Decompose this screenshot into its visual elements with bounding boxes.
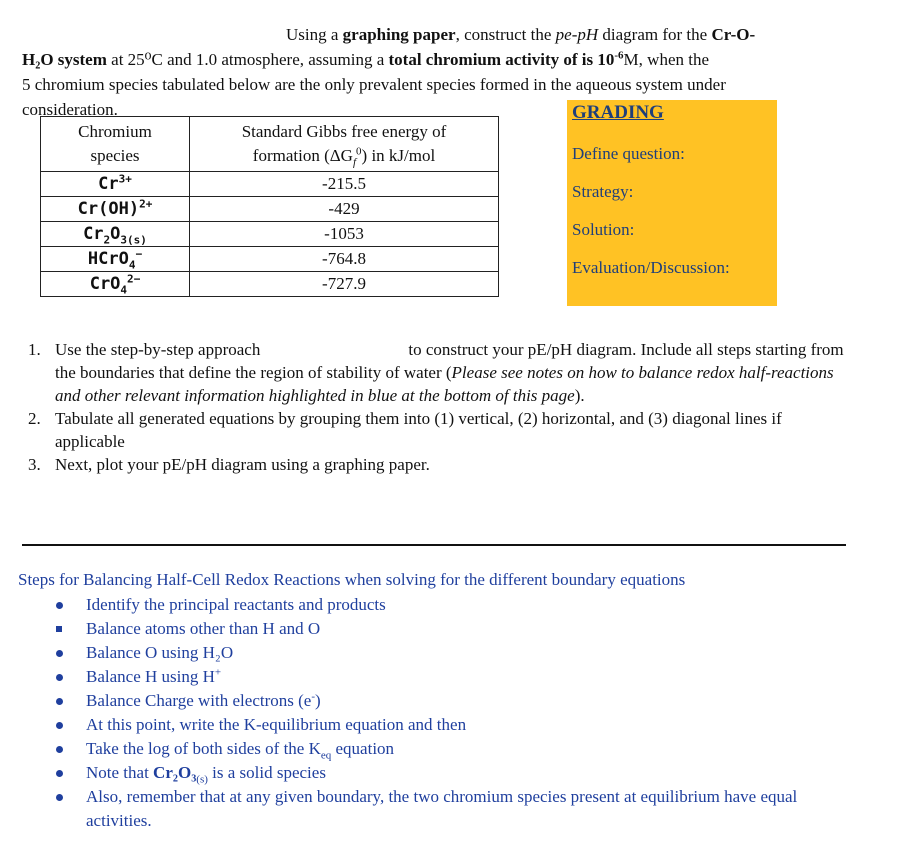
grading-title: GRADING <box>572 102 664 123</box>
list-item <box>52 665 852 689</box>
species-sub: 4 <box>120 283 128 297</box>
bullet-icon <box>56 722 63 729</box>
item-number: 3. <box>28 455 41 474</box>
table-row <box>41 222 499 247</box>
header-gibbs <box>190 117 499 172</box>
species-base: CrO <box>89 274 121 294</box>
bullet-icon <box>56 650 63 657</box>
gibbs-value: -764.8 <box>190 247 499 272</box>
header-text: Standard Gibbs free energy of <box>241 122 447 141</box>
list-text: At this point, write the K-equilibrium equation and then <box>86 715 467 734</box>
species-cell <box>41 172 190 197</box>
intro-bold: H₂O system <box>22 50 107 69</box>
species-base: Cr(OH) <box>77 199 140 219</box>
list-item <box>52 617 852 641</box>
intro-bold: Cr-O- <box>711 25 756 44</box>
list-item <box>52 713 852 737</box>
species-base: HCrO <box>87 249 129 269</box>
list-item <box>52 761 852 785</box>
species-base: Cr <box>98 174 119 194</box>
balancing-title: Steps for Balancing Half-Cell Redox Reactions when solving for the different boundary equations <box>18 570 686 589</box>
intro-line <box>22 22 846 47</box>
species-cell <box>41 222 190 247</box>
intro-text: diagram for the <box>598 25 712 44</box>
bullet-icon <box>56 698 63 705</box>
header-species <box>41 117 190 172</box>
instruction-text: starting from the boundaries that define the region of stability of water ( <box>55 340 844 382</box>
list-item <box>52 593 852 617</box>
table-header-row <box>41 117 499 172</box>
item-number: 1. <box>28 340 41 359</box>
grading-solution: Solution: <box>572 220 635 239</box>
list-text: Balance O using H₂O <box>86 643 234 662</box>
intro-bold <box>389 50 624 69</box>
list-item <box>52 641 852 665</box>
species-cell <box>41 272 190 297</box>
item-number: 2. <box>28 409 41 428</box>
bullet-icon <box>56 674 63 681</box>
table-row <box>41 247 499 272</box>
instruction-item <box>22 338 846 407</box>
intro-text: , when the <box>638 50 710 69</box>
grading-define: Define question: <box>572 144 685 163</box>
square-bullet-icon <box>56 626 62 632</box>
list-text: Balance Charge with electrons (e <box>86 691 312 710</box>
instruction-text: Next, plot your pE/pH diagram using a graphing paper. <box>55 455 430 474</box>
activity-text: total chromium activity of is 10 <box>388 50 615 69</box>
list-bold: Cr₂O₃ <box>153 763 197 782</box>
intro-line: consideration. <box>22 100 118 119</box>
instruction-text: to construct your pE/pH diagram. Include all steps <box>408 340 752 359</box>
instruction-italic: Please see notes on how to balance redox half-reactions and other relevant information highlighted in blue at the bottom of this page <box>55 363 834 405</box>
species-charge: 3+ <box>118 172 132 186</box>
intro-line: 5 chromium species tabulated below are the only prevalent species formed in the aqueous system under <box>22 75 726 94</box>
instruction-item <box>22 453 846 476</box>
instruction-text: Use the step-by-step approach <box>55 340 261 359</box>
species-charge: 2− <box>127 272 141 286</box>
bullet-icon <box>56 746 63 753</box>
list-item <box>52 689 852 713</box>
list-text: Note that <box>86 763 154 782</box>
gibbs-value: -727.9 <box>190 272 499 297</box>
intro-italic: pe-pH <box>555 25 599 44</box>
species-charge: 2+ <box>139 197 153 211</box>
intro-line <box>22 47 846 72</box>
species-sub: 3(s) <box>120 233 147 247</box>
bullet-icon <box>56 770 63 777</box>
bullet-icon <box>56 794 63 801</box>
species-cell <box>41 197 190 222</box>
list-text: ) <box>315 691 321 710</box>
table-row <box>41 272 499 297</box>
balancing-list <box>52 593 852 833</box>
instruction-text: ). <box>574 386 585 405</box>
intro-text: Using a <box>286 25 343 44</box>
species-table <box>40 116 499 297</box>
table-row <box>41 172 499 197</box>
table-row <box>41 197 499 222</box>
species-sub: 4 <box>128 258 136 272</box>
intro-text: , construct the <box>455 25 556 44</box>
header-sup: 0 <box>356 145 362 158</box>
grading-box <box>567 100 777 306</box>
species-sub: 2 <box>103 233 111 247</box>
header-text: species <box>90 146 140 165</box>
divider <box>22 544 846 546</box>
bullet-icon <box>56 602 63 609</box>
list-item <box>52 785 852 833</box>
list-text: is a solid species <box>207 763 326 782</box>
list-sub: eq <box>320 749 332 762</box>
list-text: Also, remember that at any given boundary, the two chromium species present at equilibrium have equal activities. <box>86 787 798 830</box>
header-text: Chromium <box>78 122 152 141</box>
species-cell <box>41 247 190 272</box>
list-item <box>52 737 852 761</box>
header-text: ) in kJ/mol <box>361 146 436 165</box>
intro-text: M <box>623 50 639 69</box>
gibbs-value: -1053 <box>190 222 499 247</box>
grading-strategy: Strategy: <box>572 182 634 201</box>
intro-text: at 25⁰C and 1.0 atmosphere, assuming a <box>106 50 389 69</box>
species-base: O <box>110 224 121 244</box>
species-base: Cr <box>83 224 104 244</box>
activity-exponent: -6 <box>614 49 624 62</box>
list-text: Balance H using H <box>86 667 215 686</box>
header-text: formation (ΔG <box>252 146 353 165</box>
header-sub: f <box>352 156 357 169</box>
list-text: Take the log of both sides of the K <box>86 739 321 758</box>
instruction-text: Tabulate all generated equations by grouping them into (1) vertical, (2) horizontal, and (3) diagonal lines if applicable <box>55 409 782 451</box>
gibbs-value: -429 <box>190 197 499 222</box>
instruction-list <box>22 338 846 476</box>
list-text: Balance atoms other than H and O <box>86 619 321 638</box>
list-text: equation <box>331 739 395 758</box>
species-charge: − <box>135 247 143 261</box>
list-sup: + <box>214 666 222 679</box>
list-text: Identify the principal reactants and products <box>86 595 386 614</box>
instruction-item <box>22 407 846 453</box>
intro-bold: graphing paper <box>342 25 456 44</box>
list-sup: - <box>311 690 315 703</box>
gibbs-value: -215.5 <box>190 172 499 197</box>
list-sub: (s) <box>196 773 208 786</box>
grading-evaluation: Evaluation/Discussion: <box>572 258 730 277</box>
